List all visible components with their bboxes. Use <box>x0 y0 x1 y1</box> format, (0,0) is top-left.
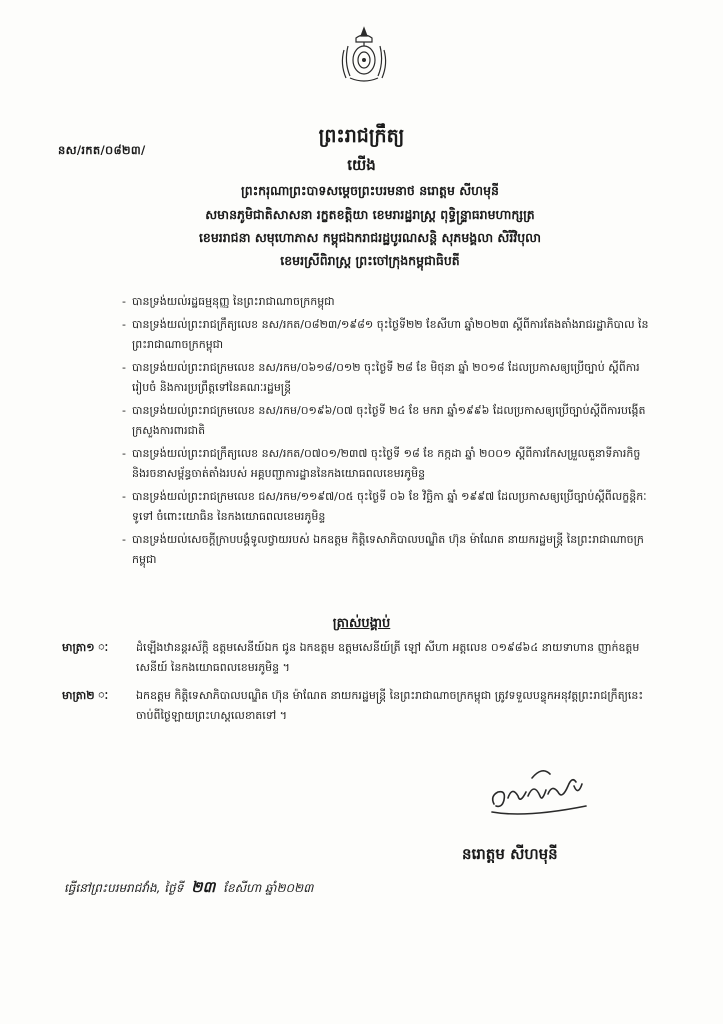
article-label: មាត្រា១ ៈ <box>62 641 109 654</box>
recital-text: បានទ្រង់យល់ព្រះរាជក្រមលេខ នស/រកម/០៦១៨/០១២ ចុះថ្ងៃទី ២៨ ខែ មិថុនា ឆ្នាំ ២០១៨ ដែលប្រកាសឲ្យប្រើច្បាប់ ស្តីពីការរៀបចំ និងការប្រព្រឹត្តទៅនៃគណៈរដ្ឋមន្ត្រី <box>132 361 640 394</box>
article-1 <box>62 638 662 678</box>
recital-text: បានទ្រង់យល់រដ្ឋធម្មនុញ្ញ នៃព្រះរាជាណាចក្រកម្ពុជា <box>132 295 335 308</box>
article-2 <box>62 686 662 726</box>
reference-number: នស/រកត/០៨២៣/ <box>58 143 146 157</box>
signer-name: នរោត្តម សីហមុនី <box>462 845 558 863</box>
king-title-line: ខេមររាជនា សមុហោភាស កម្ពុជឯករាជរដ្ឋបូរណសន្តិ សុភមង្គលា សិរីវិបុលា <box>198 230 542 245</box>
document-title: ព្រះរាជក្រឹត្យ <box>318 125 405 147</box>
article-text: ដំឡើងឋានន្តរស័ក្តិ ឧត្តមសេនីយ៍ឯក ជូន ឯកឧត្តម ឧត្តមសេនីយ៍ត្រី ឡៅ សីហា អត្តលេខ ០១៩៨៦៤ នាយទាហាន ញាក់ឧត្តមសេនីយ៍ នៃកងយោធពលខេមរភូមិន្ទ ។ <box>136 641 640 674</box>
recital-item: - បានទ្រង់យល់ព្រះរាជក្រមលេខ នស/រកម/០១៩៦/០៧ ចុះថ្ងៃទី ២៤ ខែ មករា ឆ្នាំ១៩៩៦ ដែលប្រកាសឲ្យប្រើច្បាប់ស្តីពីការបង្កើត ក្រសួងការពារជាតិ <box>122 404 646 437</box>
document-subtitle: យើង <box>347 156 376 174</box>
article-text: ឯកឧត្តម កិត្តិទេសាភិបាលបណ្ឌិត ហ៊ុន ម៉ាណែត នាយករដ្ឋមន្ត្រី នៃព្រះរាជាណាចក្រកម្ពុជា ត្រូវទទួលបន្ទុកអនុវត្តព្រះរាជក្រឹត្យនេះ ចាប់ពីថ្ងៃឡាយព្រះហស្តលេខាតទៅ ។ <box>136 689 644 722</box>
handwritten-signature <box>486 762 606 822</box>
recital-item: - បានទ្រង់យល់ព្រះរាជក្រមលេខ នស/រកម/០៦១៨/០១២ ចុះថ្ងៃទី ២៨ ខែ មិថុនា ឆ្នាំ ២០១៨ ដែលប្រកាសឲ្យប្រើច្បាប់ ស្តីពីការរៀបចំ និងការប្រព្រឹត្តទៅនៃគណៈរដ្ឋមន្ត្រី <box>122 361 640 394</box>
recitals-list <box>122 292 652 573</box>
recital-text: បានទ្រង់យល់សេចក្តីក្រាបបង្គំទូលថ្វាយរបស់ ឯកឧត្តម កិត្តិទេសាភិបាលបណ្ឌិត ហ៊ុន ម៉ាណែត នាយករដ្ឋមន្ត្រី នៃព្រះរាជាណាចក្រកម្ពុជា <box>132 533 644 566</box>
king-title-line: ខេមរស្រីពិរាស្ត្រ ព្រះចៅក្រុងកម្ពុជាធិបតី <box>280 253 460 268</box>
recital-text: បានទ្រង់យល់ព្រះរាជក្រមលេខ ជស/រកម/១១៩៧/០៥ ចុះថ្ងៃទី ០៦ ខែ វិច្ឆិកា ឆ្នាំ ១៩៩៧ ដែលប្រកាសឲ្យប្រើច្បាប់ស្តីពីលក្ខន្តិកៈទូទៅ ចំពោះយោធិន នៃកងយោធពលខេមរភូមិន្ទ <box>132 490 647 523</box>
date-prefix: ធ្វើនៅព្រះបរមរាជវាំង, ថ្ងៃទី <box>64 881 184 895</box>
king-title-line: ព្រះករុណាព្រះបាទសម្តេចព្រះបរមនាថ នរោត្តម សីហមុនី <box>241 183 499 198</box>
article-label: មាត្រា២ ៈ <box>62 689 109 702</box>
decree-heading: ត្រាស់បង្គាប់ <box>332 616 391 631</box>
royal-emblem-icon <box>338 26 390 84</box>
recital-item: - បានទ្រង់យល់រដ្ឋធម្មនុញ្ញ នៃព្រះរាជាណាចក្រកម្ពុជា <box>122 295 335 308</box>
date-suffix: ខែសីហា ឆ្នាំ២០២៣ <box>223 881 314 895</box>
recital-item: - បានទ្រង់យល់ព្រះរាជក្រមលេខ ជស/រកម/១១៩៧/០៥ ចុះថ្ងៃទី ០៦ ខែ វិច្ឆិកា ឆ្នាំ ១៩៩៧ ដែលប្រកាសឲ្យប្រើច្បាប់ស្តីពីលក្ខន្តិកៈទូទៅ ចំពោះយោធិន នៃកងយោធពលខេមរភូមិន្ទ <box>122 490 647 523</box>
recital-item: - បានទ្រង់យល់សេចក្តីក្រាបបង្គំទូលថ្វាយរបស់ ឯកឧត្តម កិត្តិទេសាភិបាលបណ្ឌិត ហ៊ុន ម៉ាណែត នាយករដ្ឋមន្ត្រី នៃព្រះរាជាណាចក្រកម្ពុជា <box>122 533 644 566</box>
king-title-line: សមានភូមិជាតិសាសនា រក្ខតខត្តិយា ខេមរារដ្ឋរាស្ត្រ ពុទ្ធិន្ទ្រាធរាមហាក្សត្រ <box>205 207 535 222</box>
recital-text: បានទ្រង់យល់ព្រះរាជក្រឹត្យលេខ នស/រកត/០៨២៣/១៩៨១ ចុះថ្ងៃទី២២ ខែសីហា ឆ្នាំ២០២៣ ស្តីពីការតែងតាំងរាជរដ្ឋាភិបាល នៃព្រះរាជាណាចក្រកម្ពុជា <box>132 318 649 351</box>
date-line <box>64 878 313 900</box>
recital-item: - បានទ្រង់យល់ព្រះរាជក្រឹត្យលេខ នស/រកត/០៨២៣/១៩៨១ ចុះថ្ងៃទី២២ ខែសីហា ឆ្នាំ២០២៣ ស្តីពីការតែងតាំងរាជរដ្ឋាភិបាល នៃព្រះរាជាណាចក្រកម្ពុជា <box>122 318 649 351</box>
date-day: ២៣ <box>191 878 216 896</box>
recital-item: - បានទ្រង់យល់ព្រះរាជក្រឹត្យលេខ នស/រកត/០៧០១/២៣៧ ចុះថ្ងៃទី ១៨ ខែ កក្កដា ឆ្នាំ ២០០១ ស្តីពីការកែសម្រួលតួនាទីភារកិច្ចនិងរចនាសម្ព័ន្ធចាត់តាំងរបស់ អគ្គបញ្ជាការដ្ឋាននៃកងយោធពលខេមរភូមិន្ទ <box>122 447 641 480</box>
recital-text: បានទ្រង់យល់ព្រះរាជក្រមលេខ នស/រកម/០១៩៦/០៧ ចុះថ្ងៃទី ២៤ ខែ មករា ឆ្នាំ១៩៩៦ ដែលប្រកាសឲ្យប្រើច្បាប់ស្តីពីការបង្កើត ក្រសួងការពារជាតិ <box>132 404 646 437</box>
recital-text: បានទ្រង់យល់ព្រះរាជក្រឹត្យលេខ នស/រកត/០៧០១/២៣៧ ចុះថ្ងៃទី ១៨ ខែ កក្កដា ឆ្នាំ ២០០១ ស្តីពីការកែសម្រួលតួនាទីភារកិច្ចនិងរចនាសម្ព័ន្ធចាត់តាំងរបស់ អគ្គបញ្ជាការដ្ឋាននៃកងយោធពលខេមរភូមិន្ទ <box>132 447 641 480</box>
